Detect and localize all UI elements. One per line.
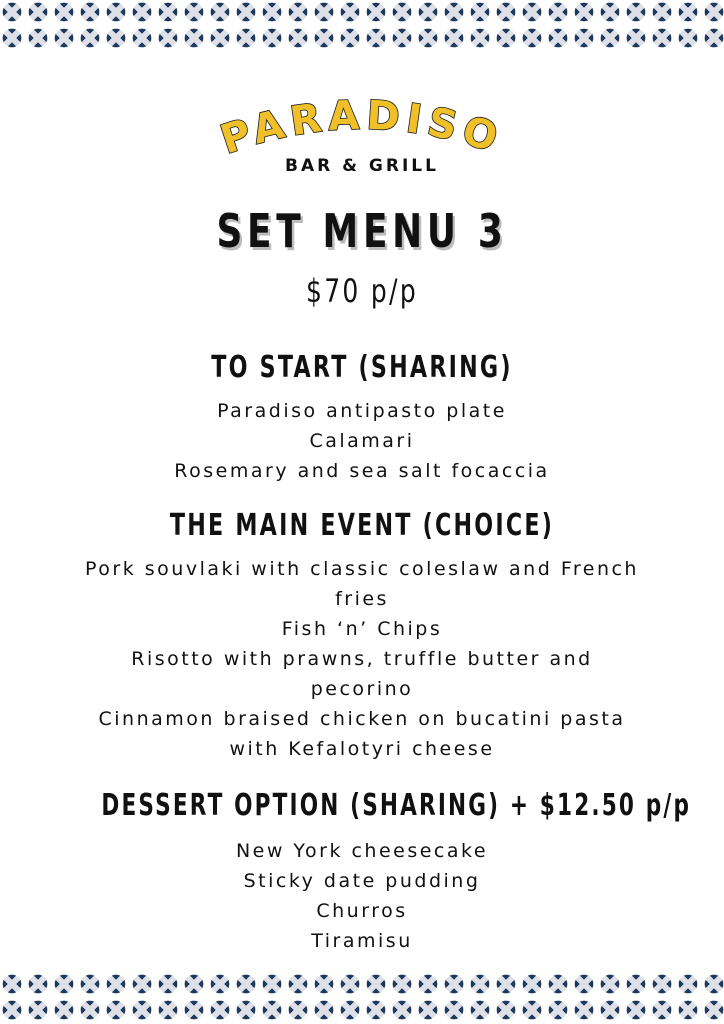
list-item: Paradiso antipasto plate — [217, 400, 507, 422]
list-item: Calamari — [309, 430, 415, 452]
menu-price: $70 p/p — [305, 272, 419, 310]
list-item: Fish ‘n’ Chips — [281, 618, 443, 640]
bottom-pattern-border — [0, 972, 724, 1024]
section-heading: TO START (SHARING) — [211, 350, 513, 385]
item-list — [0, 554, 724, 764]
list-item: New York cheesecake — [235, 840, 489, 862]
item-list — [0, 836, 724, 956]
top-pattern-border — [0, 0, 724, 52]
logo-subtitle: BAR & GRILL — [285, 156, 439, 176]
menu-title: SET MENU 3 — [216, 204, 508, 258]
list-item: Risotto with prawns, truffle butter and pecorino — [131, 648, 593, 700]
section-heading: DESSERT OPTION (SHARING) + $12.50 p/p — [101, 788, 692, 823]
list-item: Cinnamon braised chicken on bucatini pasta with Kefalotyri cheese — [98, 708, 626, 760]
section-heading: THE MAIN EVENT (CHOICE) — [169, 508, 555, 543]
paradiso-logo — [0, 88, 724, 164]
list-item: Churros — [316, 900, 408, 922]
list-item: Pork souvlaki with classic coleslaw and French fries — [85, 558, 639, 610]
item-list — [0, 396, 724, 486]
list-item: Rosemary and sea salt focaccia — [174, 460, 550, 482]
logo-wordmark: PARADISO — [215, 92, 509, 164]
section-main-event — [0, 508, 724, 764]
list-item: Sticky date pudding — [243, 870, 481, 892]
list-item: Tiramisu — [311, 930, 413, 952]
section-dessert — [0, 788, 724, 956]
section-to-start — [0, 350, 724, 486]
